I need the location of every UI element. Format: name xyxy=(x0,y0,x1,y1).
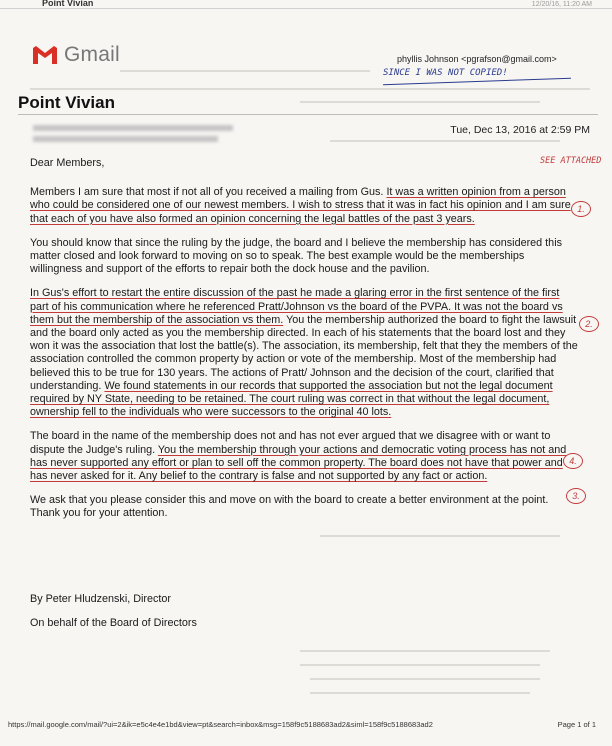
bleed-through xyxy=(330,140,560,142)
print-header-title: Point Vivian xyxy=(42,0,94,8)
sender-name: phyllis Johnson xyxy=(397,54,459,64)
bleed-through xyxy=(320,535,560,537)
margin-number-4: 4. xyxy=(563,453,583,469)
bleed-through xyxy=(120,70,370,72)
gmail-envelope-icon xyxy=(32,45,58,65)
subject-divider xyxy=(18,114,598,115)
sender-line xyxy=(397,54,557,64)
p1-underlined: It was a written opinion from a person who could be considered one of our newest members. I wish to stress that it was in fact his opinion and I am sure that each of you have also formed an opinion concerning the legal battles of the past 3 years. xyxy=(30,186,571,225)
gmail-logo xyxy=(32,43,120,67)
margin-number-3: 3. xyxy=(566,488,586,504)
margin-number-1: 1. xyxy=(571,201,591,217)
footer-page-number: Page 1 of 1 xyxy=(557,720,596,729)
paragraph-4 xyxy=(30,430,578,483)
bleed-through xyxy=(30,88,590,90)
handwritten-note-top: SINCE I WAS NOT COPIED! xyxy=(383,68,508,78)
paragraph-5: We ask that you please consider this and move on with the board to create a better environment at the point. Thank you for your attention. xyxy=(30,494,549,520)
footer-url: https://mail.google.com/mail/?ui=2&ik=e5c4e4e1bd&view=pt&search=inbox&msg=158f9c5188683ad2&siml=158f9c5188683ad2 xyxy=(8,720,433,729)
bleed-through xyxy=(300,101,540,103)
greeting: Dear Members, xyxy=(30,157,105,169)
p4-underlined: You the membership through your actions and democratic voting process has not and has never supported any effort or plan to sell off the common property. The board does not have that power and has never asked for it. Any belief to the contrary is false and not supported by any fact or action. xyxy=(30,443,567,483)
margin-number-2: 2. xyxy=(579,316,599,332)
paragraph-3 xyxy=(30,287,578,419)
p3-text: You the membership authorized the board to fight the lawsuit and the board only acted as you the membership directed. In each of his statements that the board lost and they won it was the association that lost the battle(s). The association, its membership, felt that they the members of the association controlled the common property by action or vote of the membership. Most of the membership had believed this to be true for 130 years. The actions of Pratt/ Johnson and the decision of the court, clarified that understanding. xyxy=(30,313,578,392)
paragraph-2: You should know that since the ruling by the judge, the board and I believe the membership has considered this matter closed and look forward to moving on so to speak. The best example would be the memberships willingness and support of the efforts to repair both the dock house and the pavilion. xyxy=(30,236,562,276)
on-behalf-line: On behalf of the Board of Directors xyxy=(30,617,197,629)
recipient-redacted xyxy=(33,136,218,142)
p3-underlined: In Gus's effort to restart the entire discussion of the past he made a glaring error in the first sentence of the first part of his communication where he referenced Pratt/Johnson vs the board of the PVPA. It was not the board vs them but the membership of the association vs them. xyxy=(30,287,563,326)
paragraph-1 xyxy=(30,186,578,226)
sender-email: <pgrafson@gmail.com> xyxy=(461,54,557,64)
p4-text: The board in the name of the membership does not and has not ever argued that we disagree with or want to dispute the Judge's ruling. xyxy=(30,430,551,456)
bleed-through xyxy=(300,664,540,666)
bleed-through xyxy=(310,678,540,680)
handwritten-see-attached: SEE ATTACHED xyxy=(540,156,602,166)
bleed-through xyxy=(300,650,550,652)
email-subject: Point Vivian xyxy=(18,93,115,112)
email-date: Tue, Dec 13, 2016 at 2:59 PM xyxy=(450,124,590,136)
gmail-wordmark: Gmail xyxy=(64,43,120,66)
p3-underlined-2: We found statements in our records that supported the association but not the legal document required by NY State, needing to be retained. The court ruling was correct in that without the legal document, ownership fell to the individuals who were successors to the original 40 lots. xyxy=(30,379,553,419)
recipient-redacted xyxy=(33,125,233,131)
bleed-through xyxy=(310,692,530,694)
email-body xyxy=(30,157,578,532)
signature: By Peter Hludzenski, Director xyxy=(30,593,172,605)
p1-text: Members I am sure that most if not all of you received a mailing from Gus. xyxy=(30,186,387,199)
print-header-timestamp: 12/20/16, 11:20 AM xyxy=(531,1,592,8)
note-underline xyxy=(383,78,571,86)
header-divider xyxy=(0,8,612,9)
